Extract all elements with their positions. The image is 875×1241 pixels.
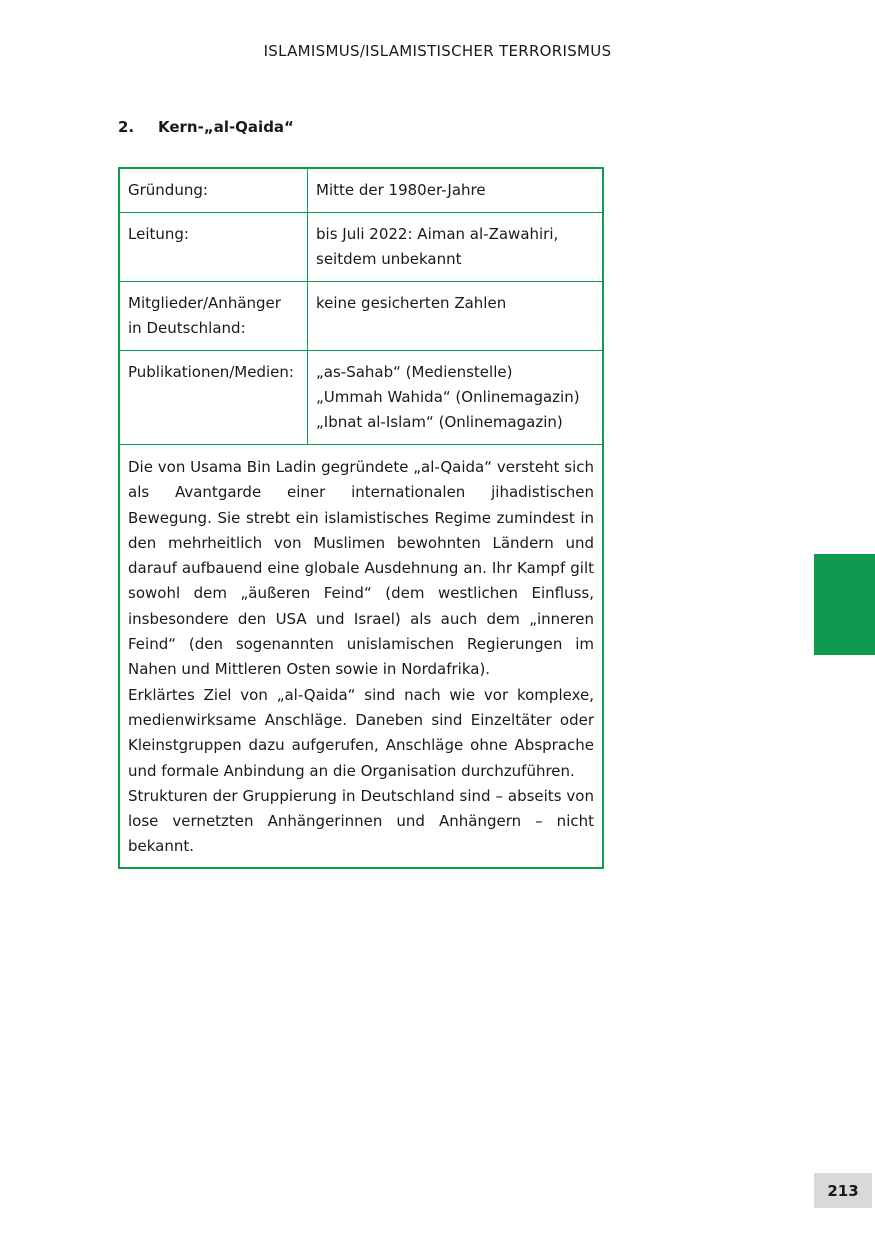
row-label: Gründung: (120, 169, 308, 212)
description-paragraph: Die von Usama Bin Ladin gegründete „al-Qaida“ versteht sich als Avantgarde einer internationalen jihadistischen Bewegung. Sie strebt ein islamistisches Regime zumindest in den mehrheitlich von Muslimen bewohnten Ländern und darauf aufbauend eine globale Ausdehnung an. Ihr Kampf gilt sowohl dem „äußeren Feind“ (dem westlichen Einfluss, insbesondere den USA und Israel) als auch dem „inneren Feind“ (den sogenannten unislamischen Regierungen im Nahen und Mittleren Osten sowie in Nordafrika). (128, 458, 594, 679)
row-value (308, 169, 602, 212)
row-value (308, 282, 602, 350)
row-value-line: „Ummah Wahida“ (Onlinemagazin) (316, 388, 580, 406)
row-value-line: „Ibnat al-Islam“ (Onlinemagazin) (316, 413, 563, 431)
page-number: 213 (814, 1173, 872, 1208)
row-value (308, 213, 602, 281)
section-number: 2. (118, 118, 135, 136)
row-label: Publikationen/Medien: (120, 351, 308, 444)
row-label: Mitglieder/Anhänger in Deutschland: (120, 282, 308, 350)
row-value-line: keine gesicherten Zahlen (316, 294, 507, 312)
chapter-tab (814, 554, 875, 655)
description-paragraph: Erklärtes Ziel von „al-Qaida“ sind nach wie vor komplexe, medienwirksame Anschläge. Daneben sind Einzeltäter oder Kleinstgruppen dazu aufgerufen, Anschläge ohne Absprache und formale Anbindung an die Organisation durchzuführen. (128, 685, 594, 780)
row-value-line: bis Juli 2022: Aiman al-Zawahiri, (316, 225, 559, 243)
running-header: ISLAMISMUS/ISLAMISTISCHER TERRORISMUS (263, 42, 612, 60)
section-title: Kern-„al-Qaida“ (158, 118, 294, 136)
row-value (308, 351, 602, 444)
row-label: Leitung: (120, 213, 308, 281)
row-value-line: seitdem unbekannt (316, 250, 462, 268)
profile-table (118, 167, 604, 869)
table-row-members (120, 282, 602, 351)
row-value-line: Mitte der 1980er-Jahre (316, 181, 486, 199)
row-value-line: „as-Sahab“ (Medienstelle) (316, 363, 513, 381)
table-row-founding (120, 169, 602, 213)
table-row-publications (120, 351, 602, 445)
description-paragraph: Strukturen der Gruppierung in Deutschland sind – abseits von lose vernetzten Anhängerinnen und Anhängern – nicht bekannt. (128, 786, 594, 856)
section-heading (118, 118, 294, 136)
table-row-leadership (120, 213, 602, 282)
description-block (120, 445, 602, 867)
